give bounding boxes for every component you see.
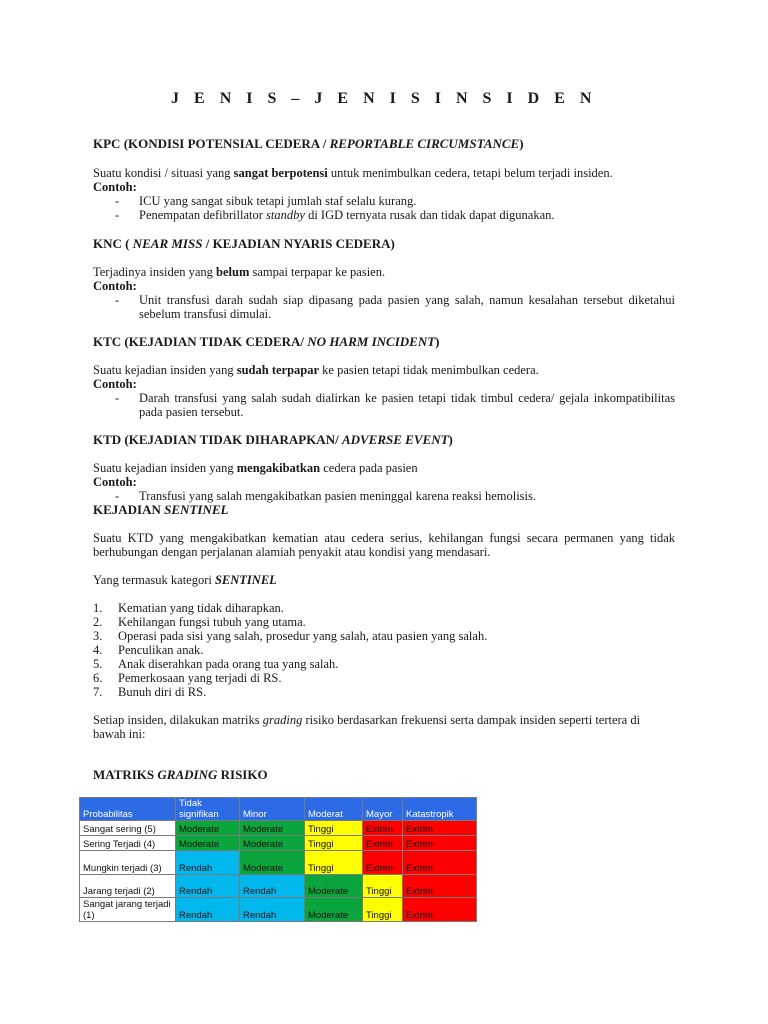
header-cell: Probabilitas — [80, 798, 176, 821]
risk-cell: Rendah — [240, 875, 305, 898]
risk-cell: Rendah — [176, 875, 240, 898]
kpc-bullet-2 — [139, 208, 675, 222]
row-label: Jarang terjadi (2) — [80, 875, 176, 898]
ktc-definition — [93, 363, 675, 377]
closing-italic: grading — [262, 713, 303, 727]
ktd-bullet-1: Transfusi yang salah mengakibatkan pasien meninggal karena reaksi hemolisis. — [139, 489, 537, 503]
kpc-contoh-label: Contoh: — [93, 180, 137, 194]
kpc-bullet-1: ICU yang sangat sibuk tetapi jumlah staf selalu kurang. — [139, 194, 417, 208]
knc-def-text: Terjadinya insiden yang — [93, 265, 217, 279]
sentinel-heading-text: KEJADIAN — [93, 502, 165, 517]
bullet-dash: - — [115, 293, 120, 307]
sentinel-heading — [93, 502, 228, 518]
ktd-def-bold: mengakibatkan — [236, 461, 321, 475]
bullet-dash: - — [115, 391, 120, 405]
matrix-heading — [93, 767, 268, 783]
risk-cell: Extrim — [363, 821, 403, 836]
kpc-def-text: Suatu kondisi / situasi yang — [93, 166, 234, 180]
knc-heading-end: / KEJADIAN NYARIS CEDERA) — [202, 236, 395, 251]
risk-cell: Tinggi — [363, 875, 403, 898]
list-item: Bunuh diri di RS. — [118, 685, 207, 699]
kpc-bullet-2-text: Penempatan defibrillator — [139, 208, 267, 222]
knc-heading-italic: NEAR MISS — [132, 236, 203, 251]
list-item: Kehilangan fungsi tubuh yang utama. — [118, 615, 306, 629]
ktc-heading-end: ) — [435, 334, 440, 349]
kpc-def-end: untuk menimbulkan cedera, tetapi belum terjadi insiden. — [327, 166, 613, 180]
risk-cell: Extrim — [403, 898, 477, 922]
ktd-heading-text: KTD (KEJADIAN TIDAK DIHARAPKAN/ — [93, 432, 342, 447]
ktc-def-text: Suatu kejadian insiden yang — [93, 363, 237, 377]
ktc-def-bold: sudah terpapar — [236, 363, 320, 377]
risk-cell: Rendah — [176, 898, 240, 922]
table-row — [80, 875, 477, 898]
list-number: 5. — [93, 657, 103, 671]
knc-heading-text: KNC ( — [93, 236, 133, 251]
kpc-bullet-2-italic: standby — [266, 208, 305, 222]
risk-cell: Moderate — [305, 875, 363, 898]
matrix-heading-text: MATRIKS — [93, 767, 158, 782]
ktc-heading-text: KTC (KEJADIAN TIDAK CEDERA/ — [93, 334, 308, 349]
risk-cell: Moderate — [305, 898, 363, 922]
bullet-dash: - — [115, 208, 120, 222]
sentinel-intro — [93, 573, 675, 587]
table-row — [80, 836, 477, 851]
risk-cell: Tinggi — [305, 836, 363, 851]
knc-definition — [93, 265, 675, 279]
risk-cell: Moderate — [240, 821, 305, 836]
knc-bullet-1: Unit transfusi darah sudah siap dipasang pada pasien yang salah, namun kesalahan tersebut diketahui sebelum transfusi dimulai. — [139, 293, 675, 321]
bullet-dash: - — [115, 489, 120, 503]
header-cell: Mayor — [363, 798, 403, 821]
risk-cell: Tinggi — [363, 898, 403, 922]
risk-cell: Tinggi — [305, 851, 363, 875]
ktd-heading — [93, 432, 453, 448]
ktc-heading — [93, 334, 440, 350]
sentinel-intro-italic: SENTINEL — [214, 573, 277, 587]
sentinel-intro-text: Yang termasuk kategori — [93, 573, 215, 587]
ktd-def-text: Suatu kejadian insiden yang — [93, 461, 237, 475]
page-title: J E N I S – J E N I S I N S I D E N — [171, 90, 597, 107]
sentinel-definition: Suatu KTD yang mengakibatkan kematian atau cedera serius, kehilangan fungsi secara permanen yang tidak berhubungan dengan perjalanan alamiah penyakit atau kondisi yang mendasari. — [93, 531, 675, 559]
kpc-bullet-2-end: di IGD ternyata rusak dan tidak dapat digunakan. — [304, 208, 555, 222]
list-number: 1. — [93, 601, 103, 615]
list-number: 7. — [93, 685, 103, 699]
ktd-definition — [93, 461, 675, 475]
header-cell: Tidak signifikan — [176, 798, 240, 821]
table-row — [80, 898, 477, 922]
risk-cell: Moderate — [176, 821, 240, 836]
ktd-def-end: cedera pada pasien — [320, 461, 418, 475]
closing-text: Setiap insiden, dilakukan matriks — [93, 713, 263, 727]
header-cell: Minor — [240, 798, 305, 821]
header-cell: Katastropik — [403, 798, 477, 821]
knc-contoh-label: Contoh: — [93, 279, 137, 293]
row-label: Sangat jarang terjadi (1) — [80, 898, 176, 922]
matrix-heading-end: RISIKO — [217, 767, 268, 782]
risk-cell: Rendah — [176, 851, 240, 875]
list-number: 2. — [93, 615, 103, 629]
knc-heading — [93, 236, 395, 252]
risk-cell: Extrim — [363, 836, 403, 851]
risk-cell: Moderate — [240, 851, 305, 875]
kpc-heading — [93, 136, 524, 152]
sentinel-heading-italic: SENTINEL — [164, 502, 229, 517]
row-label: Sering Terjadi (4) — [80, 836, 176, 851]
risk-cell: Moderate — [240, 836, 305, 851]
list-number: 4. — [93, 643, 103, 657]
table-header-row — [80, 798, 477, 821]
kpc-heading-end: ) — [519, 136, 524, 151]
table-row — [80, 821, 477, 836]
kpc-heading-italic: REPORTABLE CIRCUMSTANCE — [329, 136, 520, 151]
ktd-heading-italic: ADVERSE EVENT — [341, 432, 449, 447]
list-item: Pemerkosaan yang terjadi di RS. — [118, 671, 282, 685]
risk-cell: Extrim — [403, 821, 477, 836]
risk-cell: Tinggi — [305, 821, 363, 836]
risk-cell: Extrim — [363, 851, 403, 875]
risk-cell: Rendah — [240, 898, 305, 922]
bullet-dash: - — [115, 194, 120, 208]
matrix-heading-italic: GRADING — [157, 767, 218, 782]
list-item: Anak diserahkan pada orang tua yang salah. — [118, 657, 339, 671]
list-item: Kematian yang tidak diharapkan. — [118, 601, 284, 615]
table-row — [80, 851, 477, 875]
ktc-heading-italic: NO HARM INCIDENT — [307, 334, 436, 349]
risk-matrix-table — [79, 797, 477, 922]
closing-end: risiko berdasarkan frekuensi serta dampak insiden seperti tertera di bawah ini: — [93, 713, 641, 741]
header-cell: Moderat — [305, 798, 363, 821]
ktd-contoh-label: Contoh: — [93, 475, 137, 489]
closing-paragraph — [93, 713, 675, 741]
risk-cell: Extrim — [403, 851, 477, 875]
list-item: Operasi pada sisi yang salah, prosedur yang salah, atau pasien yang salah. — [118, 629, 488, 643]
knc-def-end: sampai terpapar ke pasien. — [249, 265, 386, 279]
ktc-contoh-label: Contoh: — [93, 377, 137, 391]
kpc-definition — [93, 166, 675, 180]
list-number: 3. — [93, 629, 103, 643]
ktc-def-end: ke pasien tetapi tidak menimbulkan cedera. — [319, 363, 539, 377]
ktd-heading-end: ) — [448, 432, 453, 447]
list-number: 6. — [93, 671, 103, 685]
risk-cell: Extrim — [403, 836, 477, 851]
risk-cell: Extrim — [403, 875, 477, 898]
ktc-bullet-1: Darah transfusi yang salah sudah dialirkan ke pasien tetapi tidak timbul cedera/ gejala inkompatibilitas pada pasien tersebut. — [139, 391, 675, 419]
list-item: Penculikan anak. — [118, 643, 204, 657]
row-label: Sangat sering (5) — [80, 821, 176, 836]
knc-def-bold: belum — [216, 265, 250, 279]
kpc-heading-text: KPC (KONDISI POTENSIAL CEDERA / — [93, 136, 330, 151]
risk-cell: Moderate — [176, 836, 240, 851]
kpc-def-bold: sangat berpotensi — [233, 166, 328, 180]
row-label: Mungkin terjadi (3) — [80, 851, 176, 875]
